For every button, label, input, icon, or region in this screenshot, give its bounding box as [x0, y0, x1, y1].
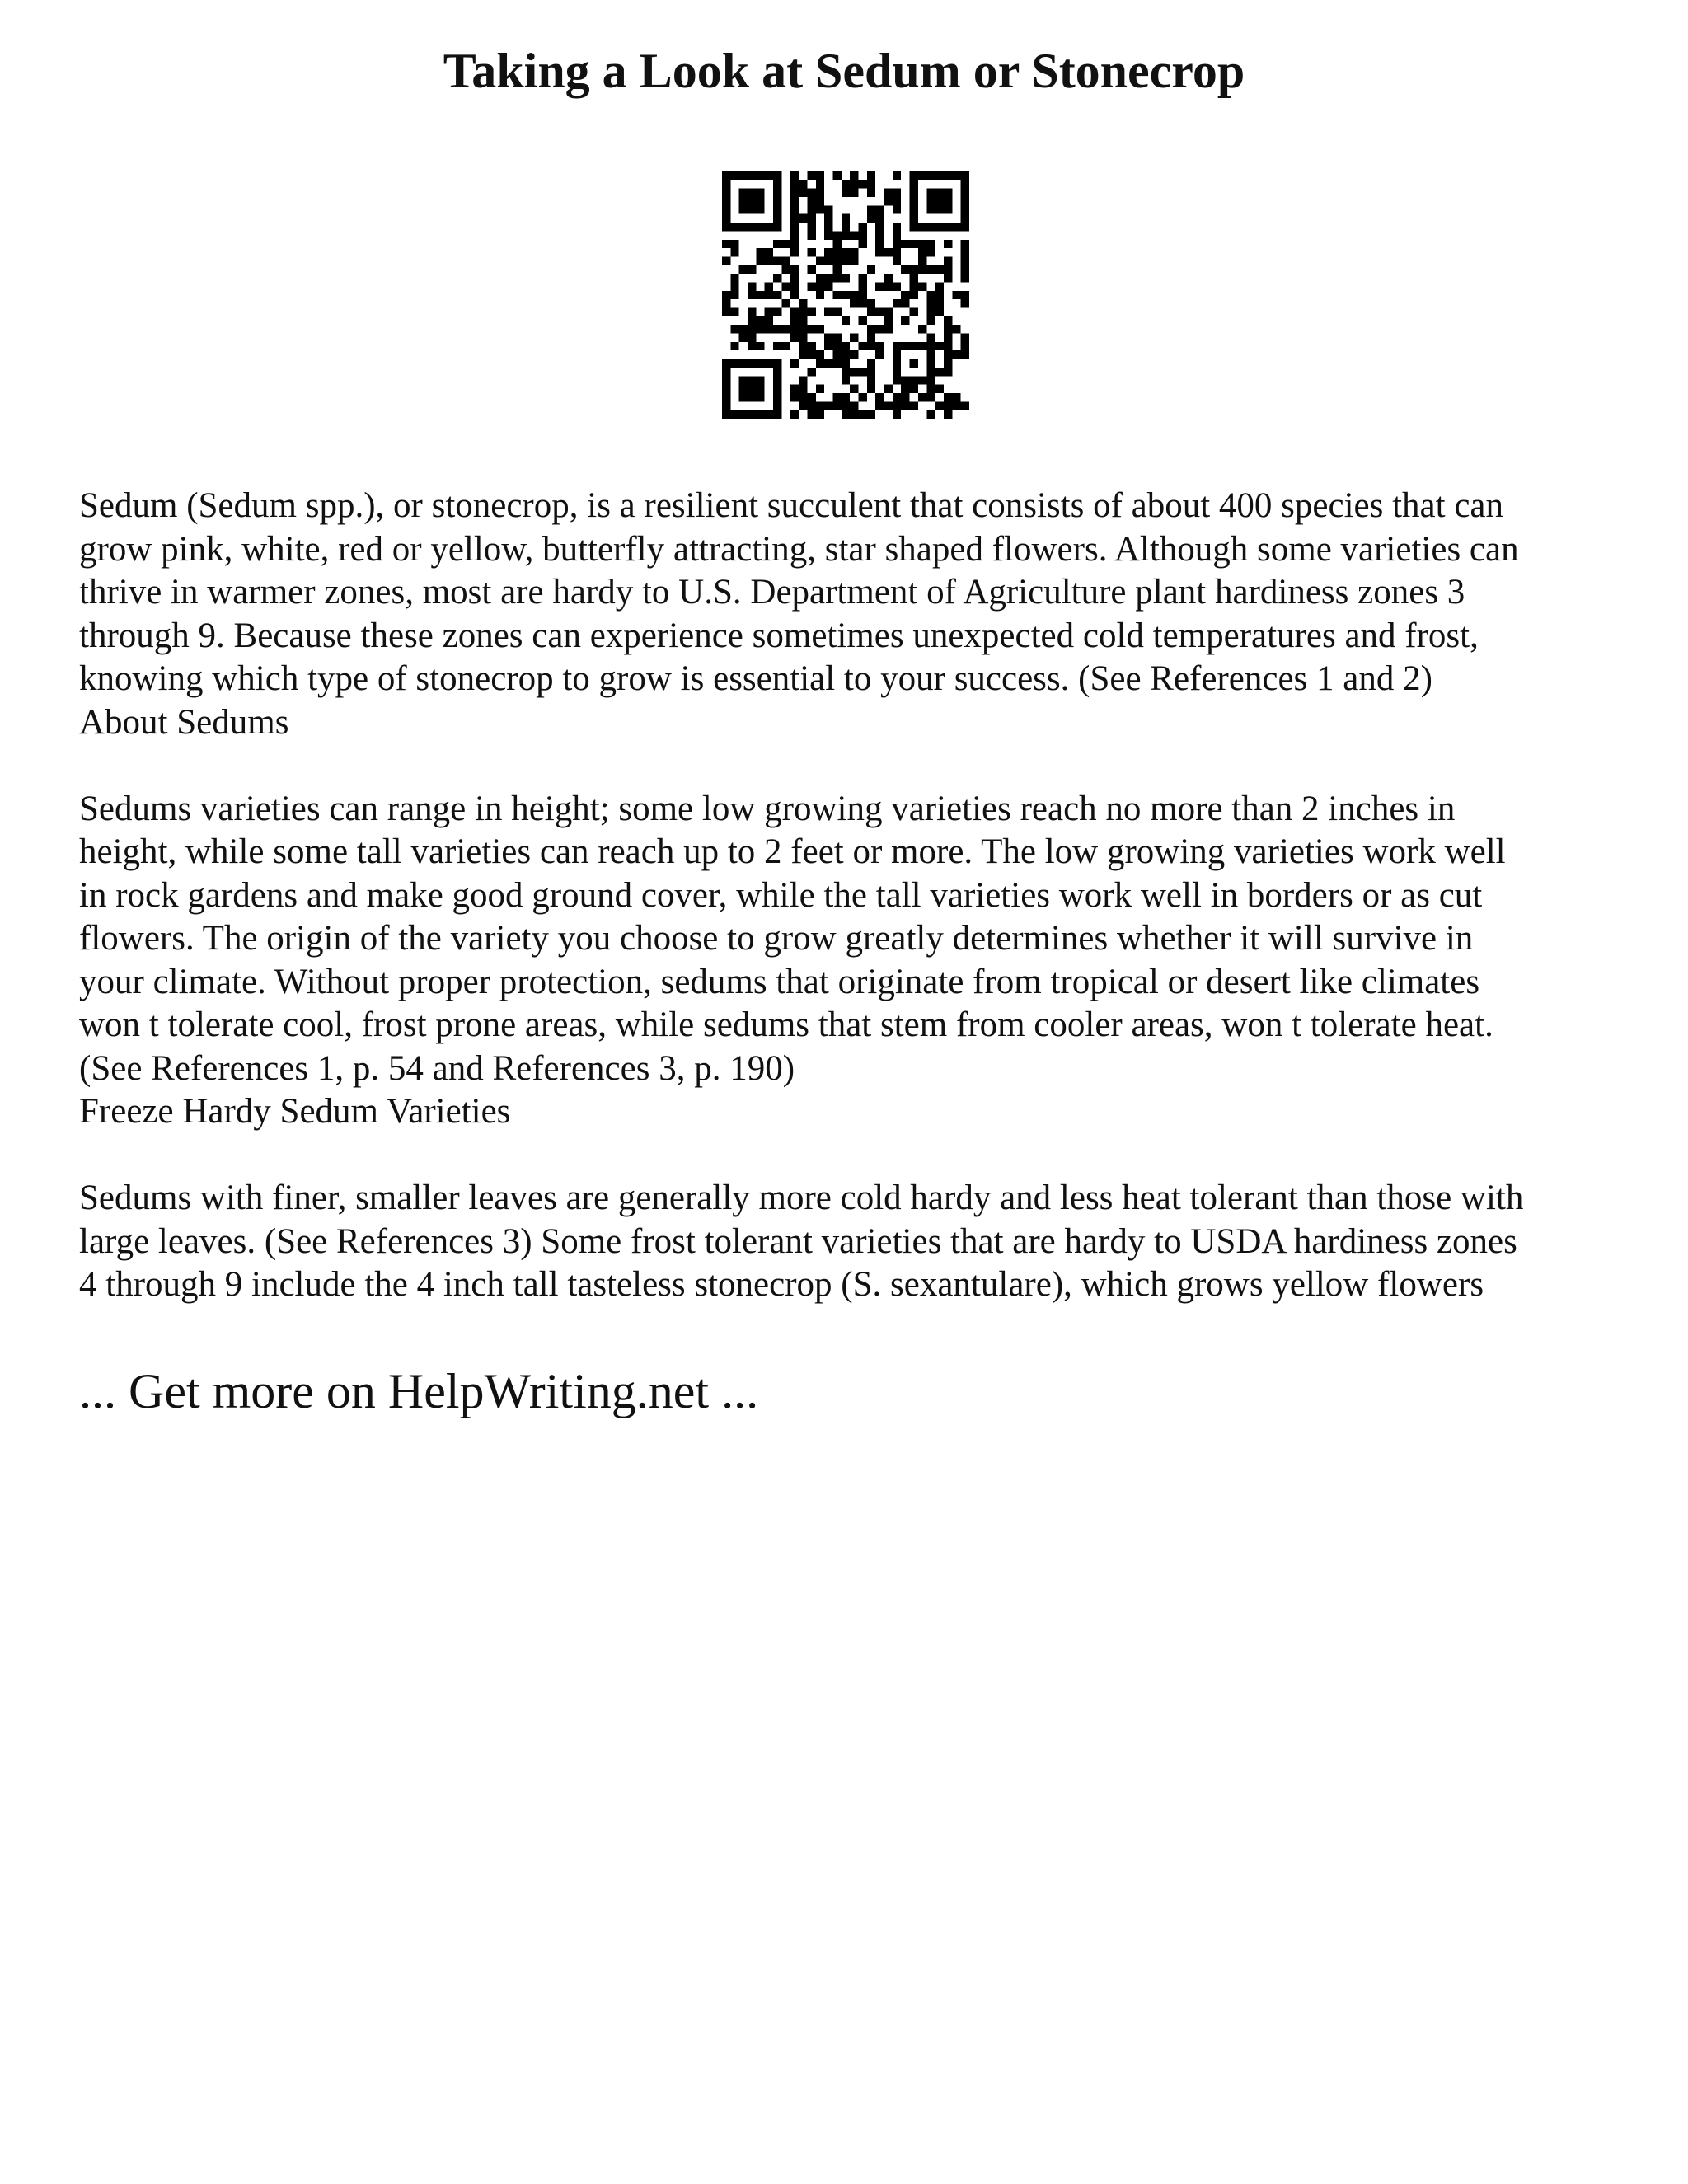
article-body — [79, 485, 1629, 1307]
text-line: Sedums varieties can range in height; some low growing varieties reach no more than 2 inches in — [79, 789, 1456, 828]
section-heading-about-sedums: About Sedums — [79, 702, 289, 742]
qr-code-icon — [722, 171, 969, 419]
text-line: your climate. Without proper protection, sedums that originate from tropical or desert like climates — [79, 962, 1480, 1001]
text-line: in rock gardens and make good ground cover, while the tall varieties work well in borders or as cut — [79, 875, 1483, 915]
text-line: flowers. The origin of the variety you choose to grow greatly determines whether it will survive in — [79, 919, 1474, 958]
text-line: height, while some tall varieties can reach up to 2 feet or more. The low growing varieties work well — [79, 832, 1506, 871]
text-line: Sedums with finer, smaller leaves are generally more cold hardy and less heat tolerant than those with — [79, 1179, 1524, 1217]
text-line: won t tolerate cool, frost prone areas, while sedums that stem from cooler areas, won t tolerate heat. — [79, 1005, 1493, 1044]
paragraph-gap — [79, 1134, 1629, 1178]
text-line: knowing which type of stonecrop to grow is essential to your success. (See References 1 and 2) — [79, 659, 1432, 698]
text-line: grow pink, white, red or yellow, butterfly attracting, star shaped flowers. Although some varieties can — [79, 529, 1519, 569]
page-title: Taking a Look at Sedum or Stonecrop — [443, 44, 1245, 98]
text-line: through 9. Because these zones can experience sometimes unexpected cold temperatures and frost, — [79, 616, 1479, 655]
text-line: (See References 1, p. 54 and References 3, p. 190) — [79, 1048, 795, 1088]
section-heading-freeze-hardy: Freeze Hardy Sedum Varieties — [79, 1092, 511, 1131]
text-line: thrive in warmer zones, most are hardy to U.S. Department of Agriculture plant hardiness zones 3 — [79, 573, 1465, 612]
text-line: Sedum (Sedum spp.), or stonecrop, is a resilient succulent that consists of about 400 species that can — [79, 486, 1503, 525]
text-line: 4 through 9 include the 4 inch tall tasteless stonecrop (S. sexantulare), which grows yellow flowers — [79, 1265, 1484, 1304]
paragraph-gap — [79, 744, 1629, 788]
text-line: large leaves. (See References 3) Some frost tolerant varieties that are hardy to USDA hardiness zones — [79, 1221, 1517, 1261]
get-more-link[interactable]: ... Get more on HelpWriting.net ... — [79, 1364, 759, 1418]
